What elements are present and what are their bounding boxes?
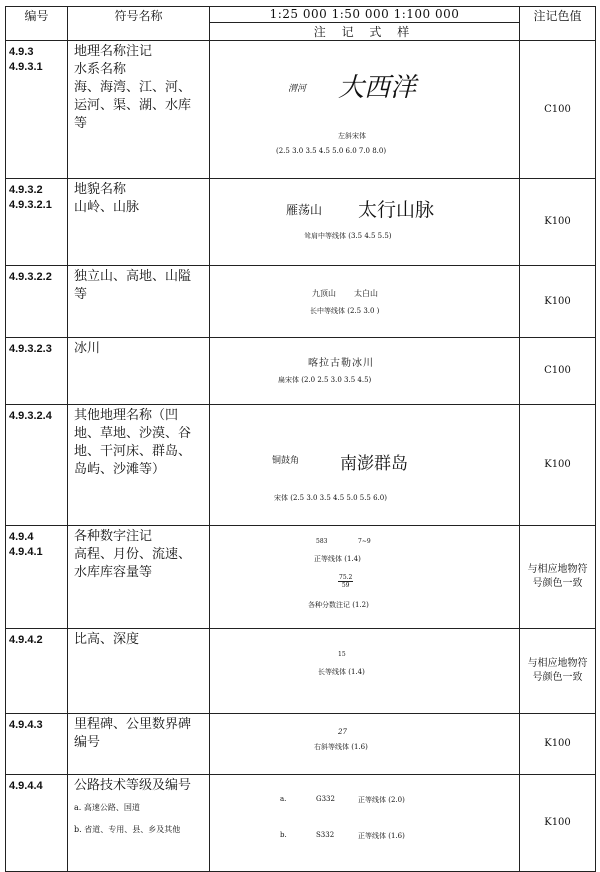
row-name: 其他地理名称（凹 地、草地、沙漠、谷 地、干河床、群岛、 岛屿、沙滩等） — [68, 405, 210, 526]
row-number: 4.9.3.2 4.9.3.2.1 — [6, 179, 68, 266]
row-number: 4.9.4.4 — [6, 775, 68, 872]
table-row — [6, 338, 596, 405]
item-b-code: S332 — [316, 831, 335, 839]
table-row — [6, 266, 596, 338]
row-sample — [210, 179, 520, 266]
row-number: 4.9.4 4.9.4.1 — [6, 526, 68, 629]
sample-small: 九顶山 — [312, 289, 336, 298]
row-name: 公路技术等级及编号 a. 高速公路、国道 b. 省道、专用、县、乡及其他 — [68, 775, 210, 872]
sample-small: 渭河 — [288, 84, 307, 94]
sample-small: 铜鼓角 — [272, 456, 300, 466]
symbol-spec-table — [5, 6, 596, 872]
row-name: 里程碑、公里数界碑 编号 — [68, 714, 210, 775]
row-number: 4.9.4.3 — [6, 714, 68, 775]
sample-large: 太白山 — [354, 289, 378, 298]
table-row — [6, 714, 596, 775]
font-label: 左斜宋体 — [338, 132, 366, 140]
table-row — [6, 629, 596, 714]
row-number: 4.9.4.2 — [6, 629, 68, 714]
header-scales: 1:25 000 1:50 000 1:100 000 — [210, 7, 520, 23]
font-label-b: 各种分数注记 (1.2) — [308, 601, 369, 609]
font-label: 耸肩中等线体 (3.5 4.5 5.5) — [304, 232, 392, 240]
row-name: 地理名称注记 水系名称 海、海湾、江、河、 运河、渠、湖、水库 等 — [68, 41, 210, 179]
table-row — [6, 405, 596, 526]
table-row — [6, 775, 596, 872]
font-label-a: 正等线体 (1.4) — [314, 555, 361, 563]
color-value: C100 — [520, 338, 596, 405]
row-number: 4.9.3.2.2 — [6, 266, 68, 338]
font-label: 右斜等线体 (1.6) — [314, 743, 368, 751]
header-style: 注 记 式 样 — [210, 23, 520, 41]
header-number: 编号 — [6, 7, 68, 41]
digits: 27 — [338, 728, 347, 736]
table-row — [6, 179, 596, 266]
row-name: 比高、深度 — [68, 629, 210, 714]
color-value: K100 — [520, 714, 596, 775]
item-b-label: 正等线体 (1.6) — [358, 832, 405, 840]
header-row — [6, 7, 596, 23]
sample-large: 喀拉古勒冰川 — [308, 358, 374, 369]
item-a-code: G332 — [316, 795, 335, 803]
row-sample — [210, 338, 520, 405]
sample-large: 大西洋 — [338, 73, 417, 103]
row-sample — [210, 775, 520, 872]
item-b-mark: b. — [280, 831, 287, 839]
color-value: K100 — [520, 775, 596, 872]
row-name: 独立山、高地、山隘 等 — [68, 266, 210, 338]
digits-a: 583 — [316, 538, 328, 545]
table-row — [6, 526, 596, 629]
color-value: K100 — [520, 179, 596, 266]
row-sample — [210, 41, 520, 179]
color-value: K100 — [520, 266, 596, 338]
row-name: 各种数字注记 高程、月份、流速、 水库库容量等 — [68, 526, 210, 629]
name-sub-a: a. 高速公路、国道 — [74, 803, 140, 812]
font-label: 扁宋体 (2.0 2.5 3.0 3.5 4.5) — [278, 376, 372, 384]
row-number: 4.9.3 4.9.3.1 — [6, 41, 68, 179]
sample-large: 太行山脉 — [358, 199, 435, 221]
row-name: 冰川 — [68, 338, 210, 405]
item-a-mark: a. — [280, 795, 287, 803]
name-sub-b: b. 省道、专用、县、乡及其他 — [74, 825, 181, 834]
font-label: 长中等线体 (2.5 3.0 ) — [310, 307, 380, 315]
digits: 15 — [338, 651, 346, 658]
digits-b: 7~9 — [358, 538, 371, 545]
row-number: 4.9.3.2.3 — [6, 338, 68, 405]
row-sample — [210, 629, 520, 714]
row-number: 4.9.3.2.4 — [6, 405, 68, 526]
color-value: 与相应地物符 号颜色一致 — [520, 629, 596, 714]
fraction: $\frac{75.2}{59}$ — [339, 574, 353, 589]
header-name: 符号名称 — [68, 7, 210, 41]
table-row — [6, 41, 596, 179]
font-label: 宋体 (2.5 3.0 3.5 4.5 5.0 5.5 6.0) — [274, 494, 387, 502]
color-value: K100 — [520, 405, 596, 526]
header-color: 注记色值 — [520, 7, 596, 41]
item-a-label: 正等线体 (2.0) — [358, 796, 405, 804]
sample-large: 南澎群岛 — [340, 454, 408, 474]
row-sample — [210, 405, 520, 526]
sample-small: 雁荡山 — [286, 203, 323, 217]
font-label: 长等线体 (1.4) — [318, 668, 365, 676]
row-sample — [210, 714, 520, 775]
row-sample — [210, 266, 520, 338]
font-sizes: (2.5 3.0 3.5 4.5 5.0 6.0 7.0 8.0) — [276, 147, 387, 155]
color-value: C100 — [520, 41, 596, 179]
color-value: 与相应地物符 号颜色一致 — [520, 526, 596, 629]
row-name: 地貌名称 山岭、山脉 — [68, 179, 210, 266]
row-sample — [210, 526, 520, 629]
